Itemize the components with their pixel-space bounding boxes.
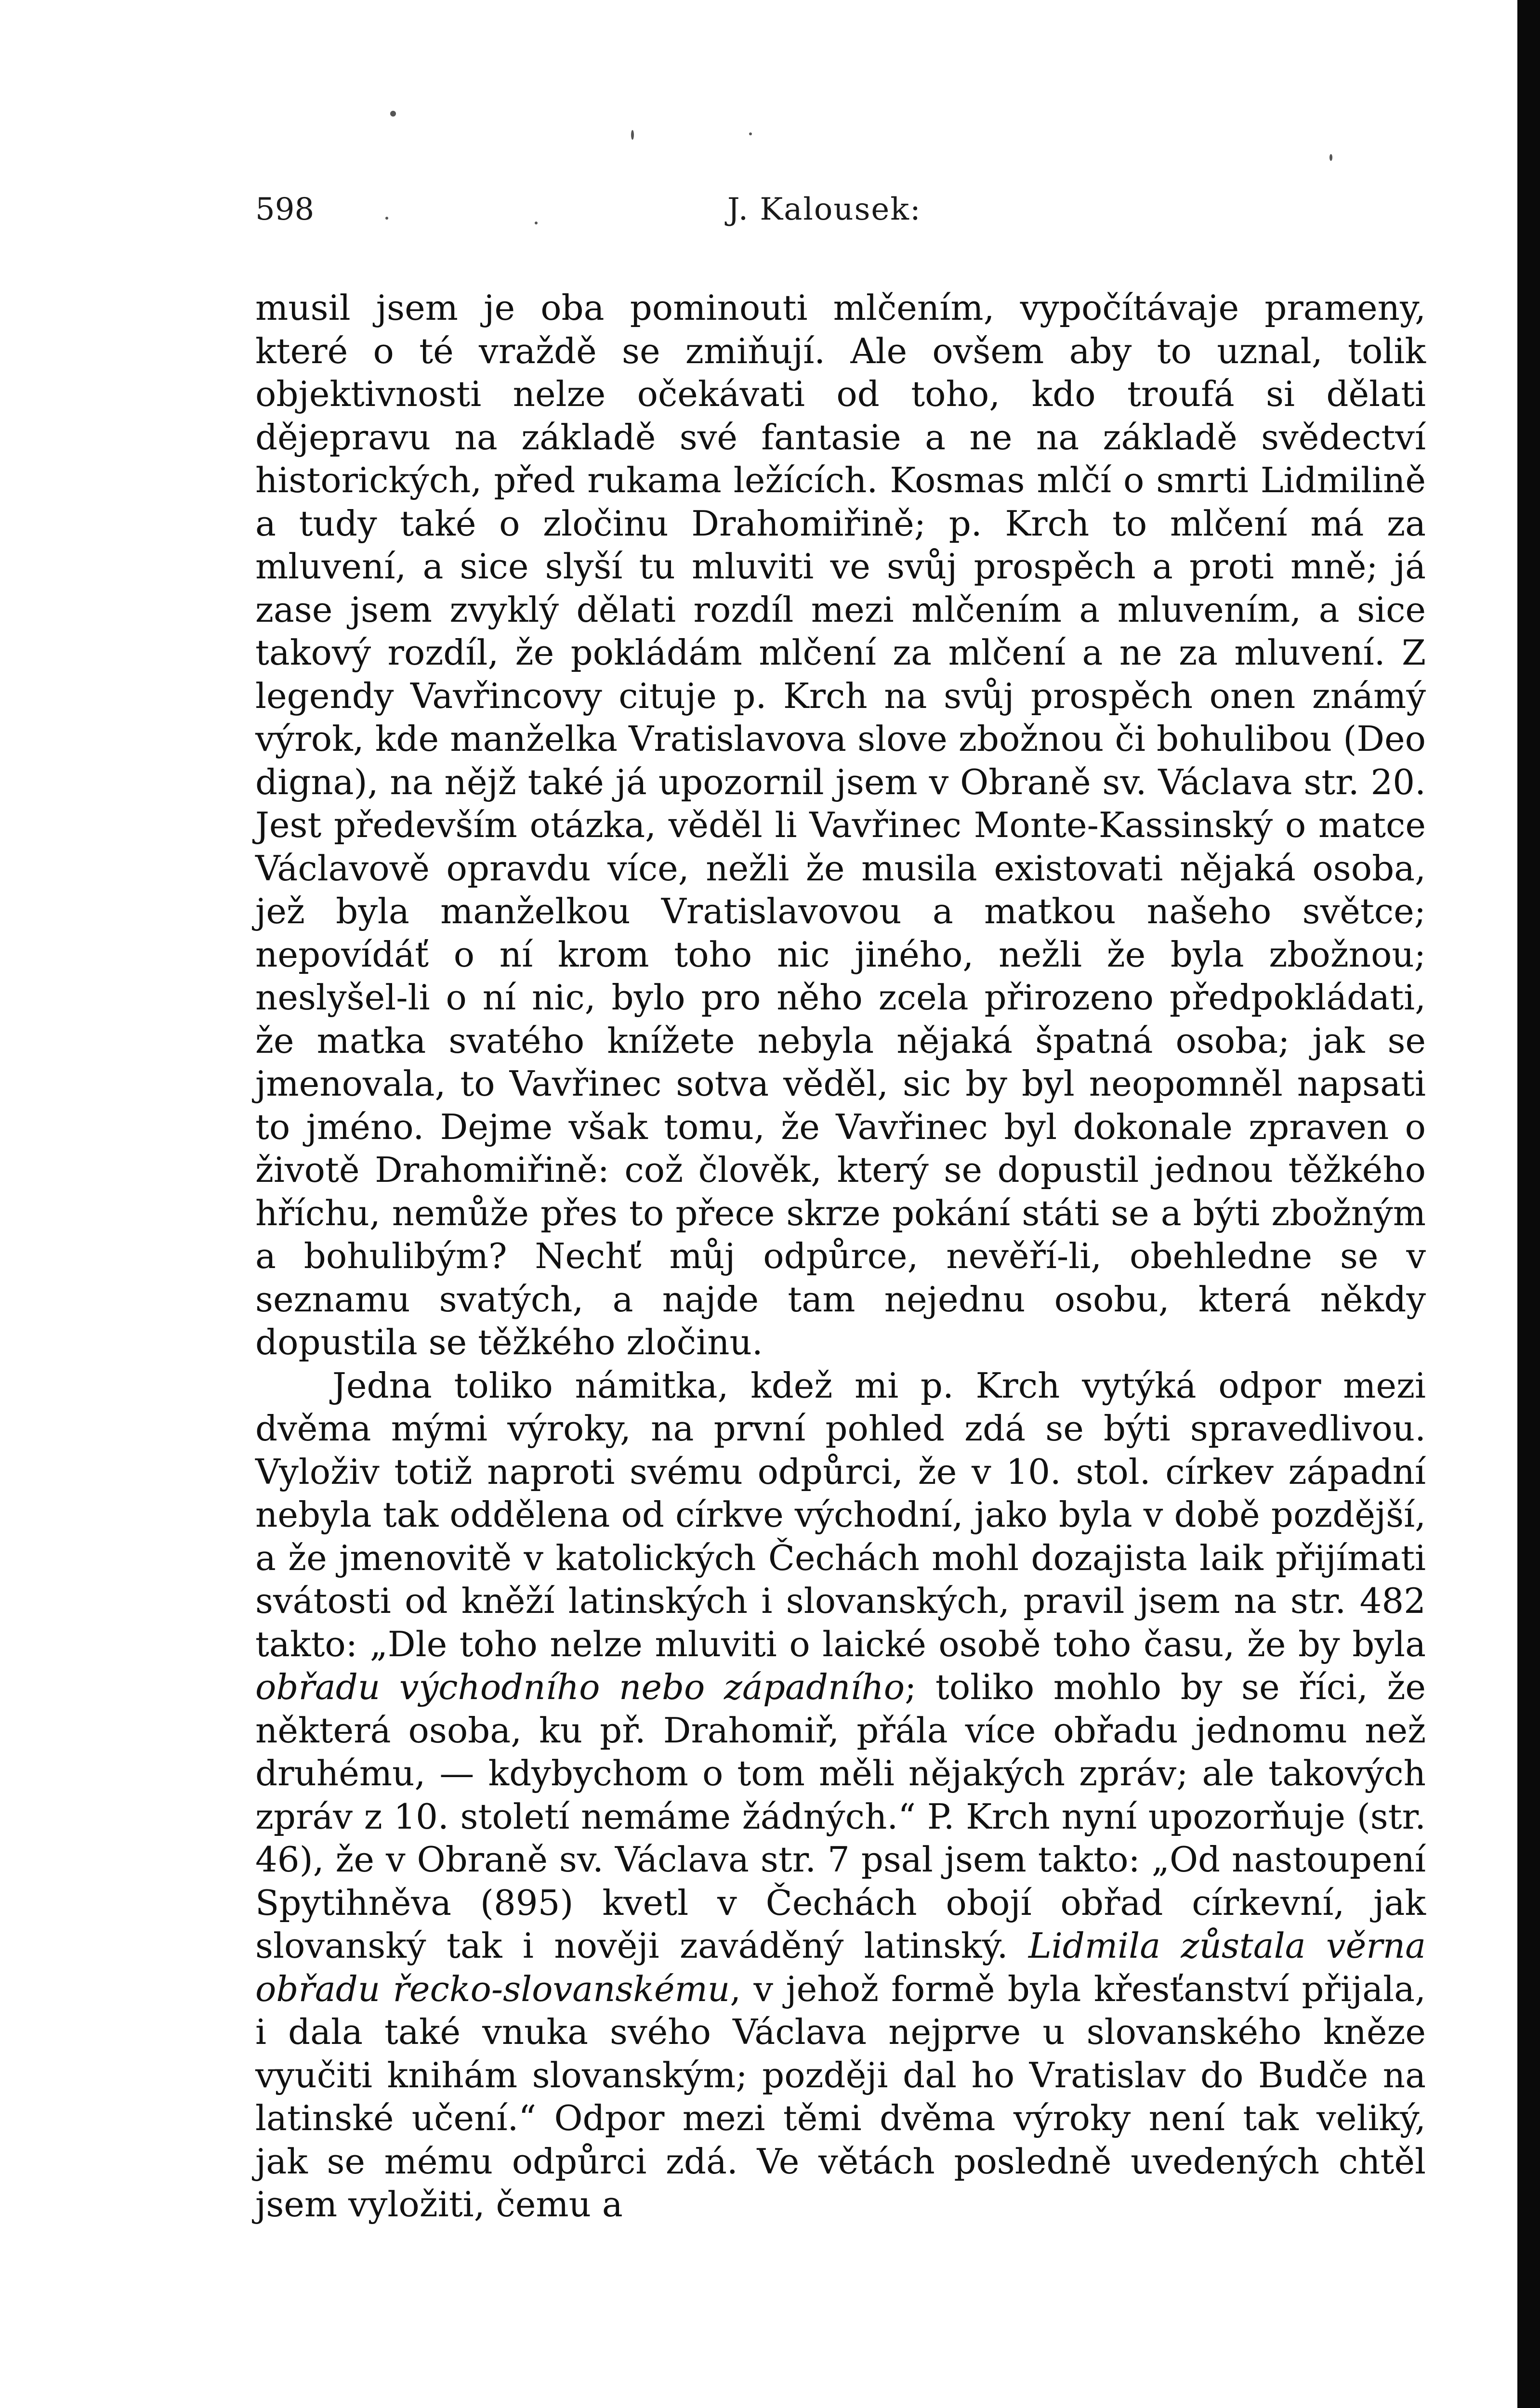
speck bbox=[385, 217, 388, 220]
speck bbox=[1329, 154, 1332, 161]
page-number: 598 bbox=[255, 192, 315, 227]
scan-border bbox=[1517, 0, 1540, 2408]
paragraph-2-italic-lidmila: Lidmila zůstala věrna obřadu řecko-slovanskému bbox=[255, 1925, 1426, 2009]
paragraph-1-text: musil jsem je oba pominouti mlčením, vypočítávaje prameny, které o té vraždě se zmiňují. Ale ovšem aby to uznal, tolik objektivnosti nelze očekávati od toho, kdo troufá si dělati dějepravu na základě své fantasie a ne na základě svědectví historických, před rukama ležících. Kosmas mlčí o smrti Lidmilině a tudy také o zločinu Drahomiřině; p. Krch to mlčení má za mluvení, a sice slyší tu mluviti ve svůj prospěch a proti mně; já zase jsem zvyklý dělati rozdíl mezi mlčením a mluvením, a sice takový rozdíl, že pokládám mlčení za mlčení a ne za mluvení. Z legendy Vavřincovy cituje p. Krch na svůj prospěch onen známý výrok, kde manželka Vratislavova slove zbožnou či bohulibou (Deo digna), na nějž také já upozornil jsem v Obraně sv. Václava str. 20. Jest především otázka, věděl li Vavřinec Monte-Kassinský o matce Václavově opravdu více, nežli že musila existovati nějaká osoba, jež byla manželkou Vratislavovou a matkou našeho světce; nepovídáť o ní krom toho nic jiného, nežli že byla zbožnou; neslyšel-li o ní nic, bylo pro něho zcela přirozeno předpokládati, že matka svatého knížete nebyla nějaká špatná osoba; jak se jmenovala, to Vavřinec sotva věděl, sic by byl neopomněl napsati to jméno. Dejme však tomu, že Vavřinec byl dokonale zpraven o životě Drahomiřině: což člověk, který se dopustil jednou těžkého hříchu, nemůže přes to přece skrze pokání státi se a býti zbožným a bohulibým? Nechť můj odpůrce, nevěří-li, obehledne se v seznamu svatých, a najde tam nejednu osobu, která někdy dopustila se těžkého zločinu. bbox=[255, 288, 1426, 1362]
page-header bbox=[255, 192, 1431, 245]
speck bbox=[390, 111, 396, 117]
paragraph-2-text-c: , v jehož formě byla křesťanství přijala, i dala také vnuka svého Václava nejprve u slovanského kněze vyučiti knihám slovanským; později dal ho Vratislav do Budče na latinské učení.“ Odpor mezi těmi dvěma výroky není tak veliký, jak se mému odpůrci zdá. Ve větách posledně uvedených chtěl jsem vyložiti, čemu a bbox=[255, 1968, 1426, 2225]
speck bbox=[749, 132, 752, 135]
paragraph-2 bbox=[255, 1364, 1426, 2226]
speck bbox=[631, 130, 634, 140]
paragraph-2-italic-rite: obřadu východního nebo západního bbox=[255, 1667, 905, 1707]
paragraph-1 bbox=[255, 287, 1426, 1364]
paragraph-2-text-b: ; toliko mohlo by se říci, že některá osoba, ku př. Drahomiř, přála více obřadu jednomu než druhému, — kdybychom o tom měli nějakých zpráv; ale takových zpráv z 10. století nemáme žádných.“ P. Krch nyní upozorňuje (str. 46), že v Obraně sv. Václava str. 7 psal jsem takto: „Od nastoupení Spytihněva (895) kvetl v Čechách obojí obřad církevní, jak slovanský tak i nověji zaváděný latinský. bbox=[255, 1667, 1426, 1966]
paragraph-2-text-a: Jedna toliko námitka, kdež mi p. Krch vytýká odpor mezi dvěma mými výroky, na první pohled zdá se býti spravedlivou. Vyloživ totiž naproti svému odpůrci, že v 10. stol. církev západní nebyla tak oddělena od církve východní, jako byla v době pozdější, a že jmenovitě v katolických Čechách mohl dozajista laik přijímati svátosti od kněží latinských i slovanských, pravil jsem na str. 482 takto: „Dle toho nelze mluviti o laické osobě toho času, že by byla bbox=[255, 1365, 1426, 1664]
speck bbox=[535, 222, 538, 224]
running-head: J. Kalousek: bbox=[727, 192, 921, 227]
body-text bbox=[255, 287, 1426, 2226]
